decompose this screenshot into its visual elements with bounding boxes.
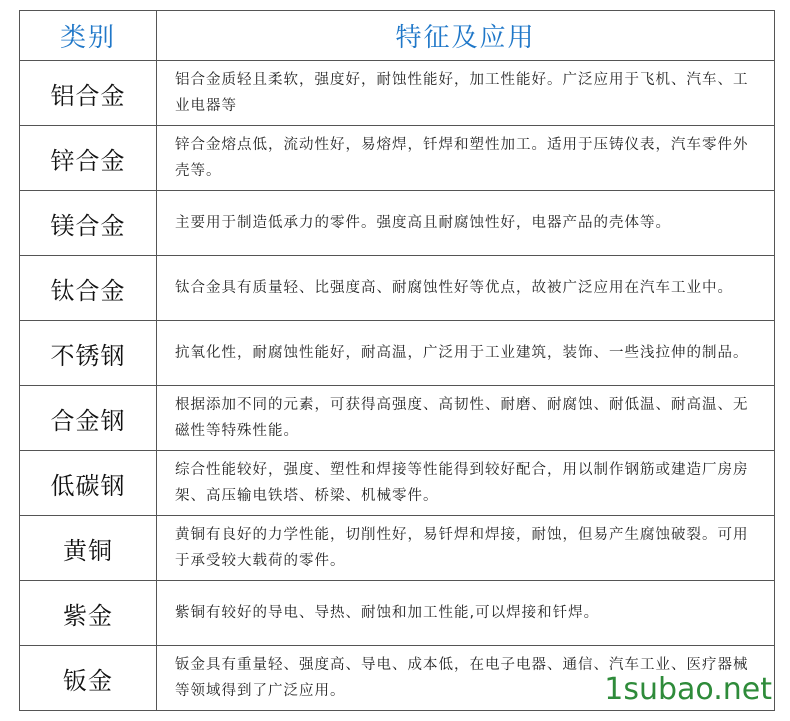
watermark: 1subao.net [604, 672, 772, 707]
table-row [20, 61, 775, 126]
table-header-row [20, 11, 775, 61]
category-cell: 不锈钢 [20, 321, 157, 386]
table-row [20, 321, 775, 386]
category-cell: 黄铜 [20, 516, 157, 581]
category-cell: 铝合金 [20, 61, 157, 126]
table-row [20, 126, 775, 191]
description-cell: 钛合金具有质量轻、比强度高、耐腐蚀性好等优点，故被广泛应用在汽车工业中。 [157, 256, 775, 321]
category-cell: 钣金 [20, 646, 157, 711]
table-row [20, 191, 775, 256]
table-row [20, 516, 775, 581]
category-cell: 合金钢 [20, 386, 157, 451]
description-cell: 钣金具有重量轻、强度高、导电、成本低，在电子电器、通信、汽车工业、医疗器械等领域得到了广泛应用。 [157, 646, 775, 711]
header-features: 特征及应用 [157, 11, 775, 61]
description-cell: 紫铜有较好的导电、导热、耐蚀和加工性能,可以焊接和钎焊。 [157, 581, 775, 646]
table-row [20, 451, 775, 516]
category-cell: 低碳钢 [20, 451, 157, 516]
description-cell: 综合性能较好，强度、塑性和焊接等性能得到较好配合，用以制作钢筋或建造厂房房架、高压输电铁塔、桥梁、机械零件。 [157, 451, 775, 516]
materials-table [19, 10, 775, 711]
category-cell: 紫金 [20, 581, 157, 646]
category-cell: 镁合金 [20, 191, 157, 256]
header-category: 类别 [20, 11, 157, 61]
description-cell: 抗氧化性，耐腐蚀性能好，耐高温，广泛用于工业建筑，装饰、一些浅拉伸的制品。 [157, 321, 775, 386]
category-cell: 锌合金 [20, 126, 157, 191]
table-row [20, 581, 775, 646]
category-cell: 钛合金 [20, 256, 157, 321]
description-cell: 锌合金熔点低，流动性好，易熔焊，钎焊和塑性加工。适用于压铸仪表，汽车零件外壳等。 [157, 126, 775, 191]
description-cell: 主要用于制造低承力的零件。强度高且耐腐蚀性好，电器产品的壳体等。 [157, 191, 775, 256]
description-cell: 黄铜有良好的力学性能，切削性好，易钎焊和焊接，耐蚀，但易产生腐蚀破裂。可用于承受较大载荷的零件。 [157, 516, 775, 581]
description-cell: 铝合金质轻且柔软，强度好，耐蚀性能好，加工性能好。广泛应用于飞机、汽车、工业电器等 [157, 61, 775, 126]
table-row [20, 386, 775, 451]
table-row [20, 256, 775, 321]
description-cell: 根据添加不同的元素，可获得高强度、高韧性、耐磨、耐腐蚀、耐低温、耐高温、无磁性等特殊性能。 [157, 386, 775, 451]
